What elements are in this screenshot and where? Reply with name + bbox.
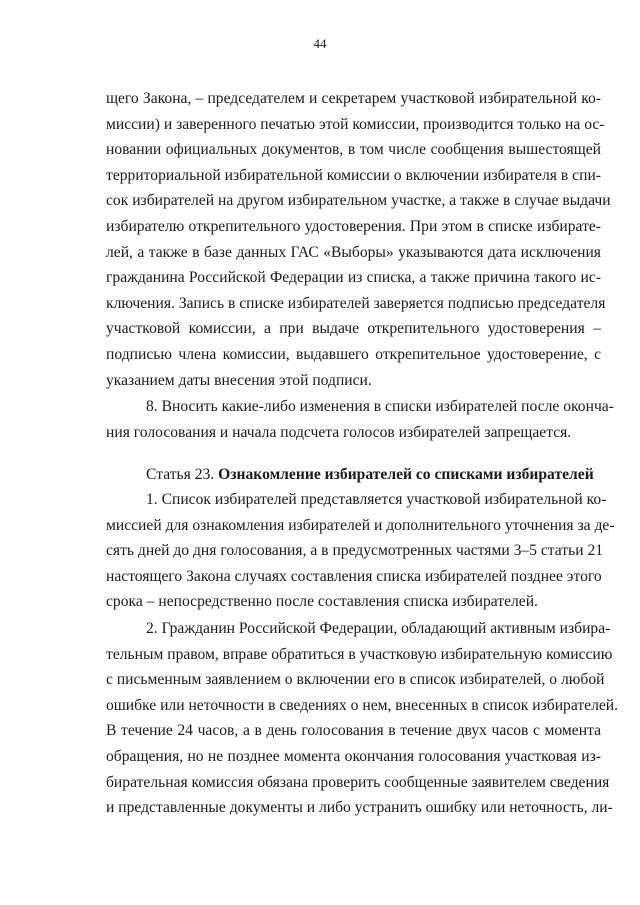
text-line: указанием даты внесения этой подписи. xyxy=(106,371,372,389)
text-line: ошибке или неточности в сведениях о нем, внесенных в список избирателей. xyxy=(106,696,619,714)
article-title xyxy=(106,462,601,488)
text-line: бирательная комиссия обязана проверить сообщенные заявителем сведения xyxy=(106,773,610,791)
article-title-text: Ознакомление избирателей со списками избирателей xyxy=(218,466,594,483)
text-line: сять дней до дня голосования, а в предусмотренных частями 3–5 статьи 21 xyxy=(106,542,604,560)
text-line: 2. Гражданин Российской Федерации, обладающий активным избира- xyxy=(146,620,611,637)
text-line: территориальной избирательной комиссии о включении избирателя в спи- xyxy=(106,166,601,184)
text-line: сок избирателей на другом избирательном участке, а также в случае выдачи xyxy=(106,192,611,210)
text-line: и представленные документы и либо устранить ошибку или неточность, ли- xyxy=(106,799,613,817)
text-line: 8. Вносить какие-либо изменения в списки избирателей после оконча- xyxy=(146,398,614,415)
text-line: миссией для ознакомления избирателей и дополнительного уточнения за де- xyxy=(106,516,615,534)
text-line: ния голосования и начала подсчета голосов избирателей запрещается. xyxy=(106,423,572,441)
paragraph-item-2 xyxy=(106,616,619,821)
text-line: лей, а также в базе данных ГАС «Выборы» указываются дата исключения xyxy=(106,243,601,261)
text-line: щего Закона, – председателем и секретарем участковой избирательной ко- xyxy=(106,90,601,107)
text-line: тельным правом, вправе обратиться в участковую избирательную комиссию xyxy=(106,645,613,663)
text-line: срока – непосредственно после составления списка избирателей. xyxy=(106,593,538,611)
text-line: обращения, но не позднее момента окончания голосования участковая из- xyxy=(106,747,601,765)
article-heading xyxy=(106,462,601,488)
text-line: новании официальных документов, в том числе сообщения вышестоящей xyxy=(106,141,601,159)
article-prefix: Статья 23. xyxy=(146,466,219,483)
text-line: В течение 24 часов, а в день голосования в течение двух часов с момента xyxy=(106,722,601,740)
text-line: гражданина Российской Федерации из списка, а также причина такого ис- xyxy=(106,269,601,287)
text-line: подписью члена комиссии, выдавшего открепительное удостоверение, с xyxy=(106,345,601,363)
paragraph-item-8 xyxy=(106,394,614,445)
text-line: участковой комиссии, а при выдаче открепительного удостоверения – xyxy=(106,320,601,338)
text-line: миссии) и заверенного печатью этой комиссии, производится только на ос- xyxy=(106,115,605,133)
text-line: 1. Список избирателей представляется участковой избирательной ко- xyxy=(146,491,607,508)
text-line: избирателю открепительного удостоверения. При этом в списке избирате- xyxy=(106,217,601,235)
paragraph-continuation xyxy=(106,86,611,393)
text-line: с письменным заявлением о включении его в список избирателей, о любой xyxy=(106,671,605,689)
text-line: ключения. Запись в списке избирателей заверяется подписью председателя xyxy=(106,294,606,312)
paragraph-item-1 xyxy=(106,487,615,615)
text-line: настоящего Закона случаях составления списка избирателей позднее этого xyxy=(106,567,602,585)
page-number: 44 xyxy=(313,36,327,51)
